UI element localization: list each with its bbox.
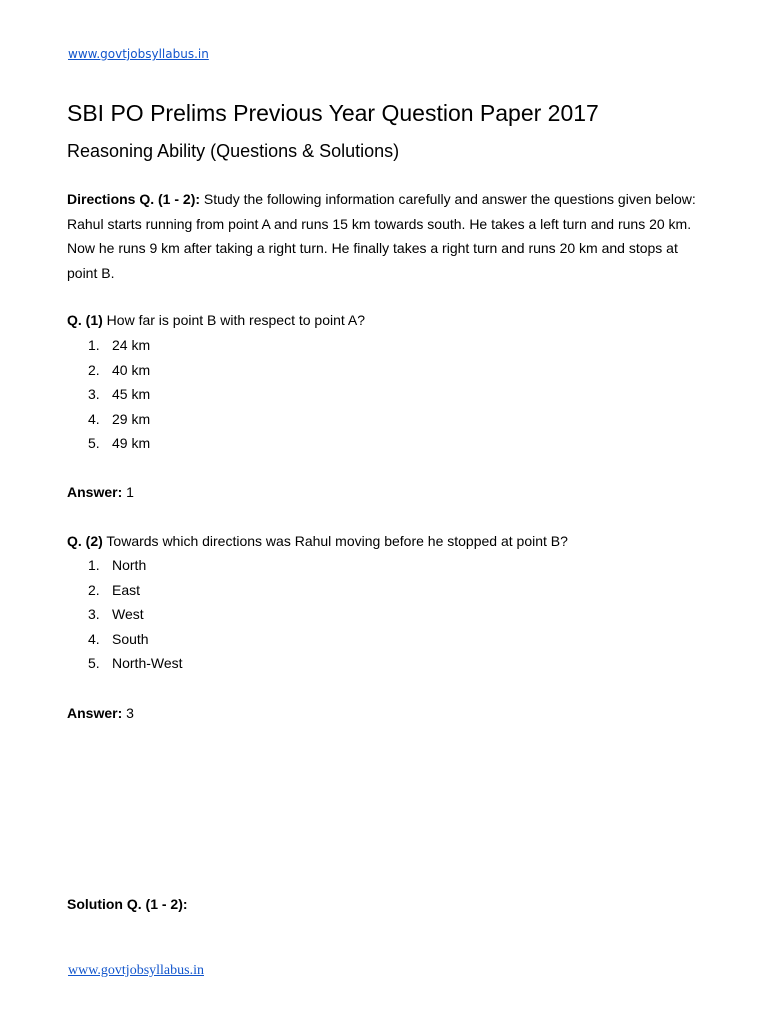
page-title: SBI PO Prelims Previous Year Question Paper 2017 xyxy=(67,100,599,126)
answer-value: 1 xyxy=(122,484,134,500)
option-text: 45 km xyxy=(112,386,151,402)
option-number: 3. xyxy=(88,386,100,402)
option-number: 2. xyxy=(88,361,100,378)
option-number: 1. xyxy=(88,337,100,353)
option-number: 4. xyxy=(88,630,100,647)
footer-website-link[interactable]: www.govtjobsyllabus.in xyxy=(68,963,204,978)
option-text: North-West xyxy=(112,655,183,671)
question-1-text: How far is point B with respect to point A? xyxy=(102,312,366,328)
answer-label: Answer: xyxy=(67,484,123,500)
option-text: 29 km xyxy=(112,410,151,427)
header-website-link[interactable]: www.govtjobsyllabus.in xyxy=(68,47,209,61)
question-2-text: Towards which directions was Rahul moving before he stopped at point B? xyxy=(102,533,568,549)
solution-heading: Solution Q. (1 - 2): xyxy=(67,896,188,912)
option-text: East xyxy=(112,581,141,598)
option-number: 4. xyxy=(88,410,100,427)
option-text: South xyxy=(112,630,149,647)
option-text: 49 km xyxy=(112,435,151,451)
directions-label: Directions Q. (1 - 2): xyxy=(67,191,201,207)
option-text: West xyxy=(112,606,144,622)
directions-line-2: Rahul starts running from point A and runs 15 km towards south. He takes a left turn and runs 20 km. xyxy=(67,215,692,232)
option-number: 5. xyxy=(88,435,100,451)
directions-line-3: Now he runs 9 km after taking a right turn. He finally takes a right turn and runs 20 km and stops at xyxy=(67,240,678,256)
option-text: North xyxy=(112,557,147,573)
option-text: 40 km xyxy=(112,361,151,378)
directions-text: Study the following information carefully and answer the questions given below: xyxy=(200,191,696,207)
question-1-label: Q. (1) xyxy=(67,312,103,328)
option-number: 5. xyxy=(88,655,100,671)
question-1-answer xyxy=(67,480,134,505)
directions-line-1 xyxy=(67,187,697,212)
question-2-answer xyxy=(67,701,134,726)
option-number: 1. xyxy=(88,557,100,573)
answer-label: Answer: xyxy=(67,705,123,721)
directions-paragraph xyxy=(67,187,697,285)
answer-value: 3 xyxy=(122,705,134,721)
option-text: 24 km xyxy=(112,337,151,353)
option-number: 2. xyxy=(88,581,100,598)
page-subtitle: Reasoning Ability (Questions & Solutions) xyxy=(67,141,400,161)
option-number: 3. xyxy=(88,606,100,622)
question-2-label: Q. (2) xyxy=(67,533,103,549)
question-2 xyxy=(67,529,568,554)
question-1 xyxy=(67,308,365,333)
directions-line-4: point B. xyxy=(67,264,115,281)
